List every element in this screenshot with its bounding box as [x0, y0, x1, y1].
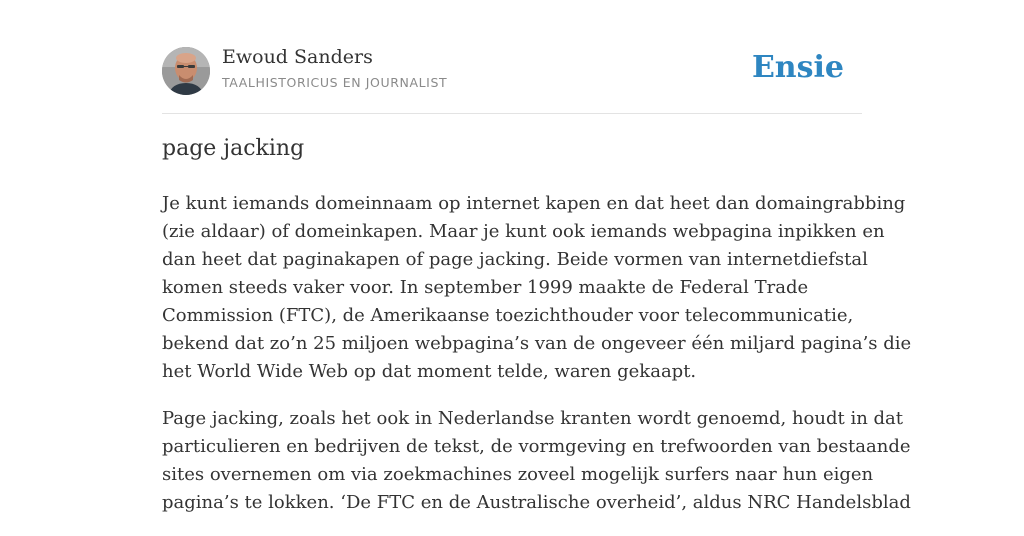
text-line: sites overnemen om via zoekmachines zoveel mogelijk surfers naar hun eigen	[162, 464, 874, 485]
text-line: particulieren en bedrijven de tekst, de vormgeving en trefwoorden van bestaande	[162, 436, 911, 457]
text-line: het World Wide Web op dat moment telde, waren gekaapt.	[162, 361, 697, 382]
ensie-logo[interactable]: Ensie	[751, 50, 844, 85]
article-body	[162, 190, 912, 536]
text-line: Commission (FTC), de Amerikaanse toezichthouder voor telecommunicatie,	[162, 305, 854, 326]
text-line: komen steeds vaker voor. In september 1999 maakte de Federal Trade	[162, 277, 809, 298]
author-name[interactable]: Ewoud Sanders	[222, 46, 373, 68]
text-line: bekend dat zo’n 25 miljoen webpagina’s van de ongeveer één miljard pagina’s die	[162, 333, 912, 354]
article-title: page jacking	[162, 136, 305, 161]
author-header	[162, 46, 862, 96]
text-line: (zie aldaar) of domeinkapen. Maar je kunt ook iemands webpagina inpikken en	[162, 221, 885, 242]
paragraph	[162, 190, 912, 386]
text-line: Je kunt iemands domeinnaam op internet kapen en dat heet dan domaingrabbing	[162, 193, 906, 214]
text-line: Page jacking, zoals het ook in Nederlandse kranten wordt genoemd, houdt in dat	[162, 408, 903, 429]
author-avatar-image	[162, 47, 210, 95]
text-line: pagina’s te lokken. ‘De FTC en de Australische overheid’, aldus NRC Handelsblad	[162, 492, 911, 513]
author-avatar[interactable]	[162, 47, 210, 95]
header-divider	[162, 113, 862, 114]
author-role: TAALHISTORICUS EN JOURNALIST	[222, 75, 448, 90]
text-line: dan heet dat paginakapen of page jacking. Beide vormen van internetdiefstal	[162, 249, 868, 270]
paragraph	[162, 405, 911, 517]
